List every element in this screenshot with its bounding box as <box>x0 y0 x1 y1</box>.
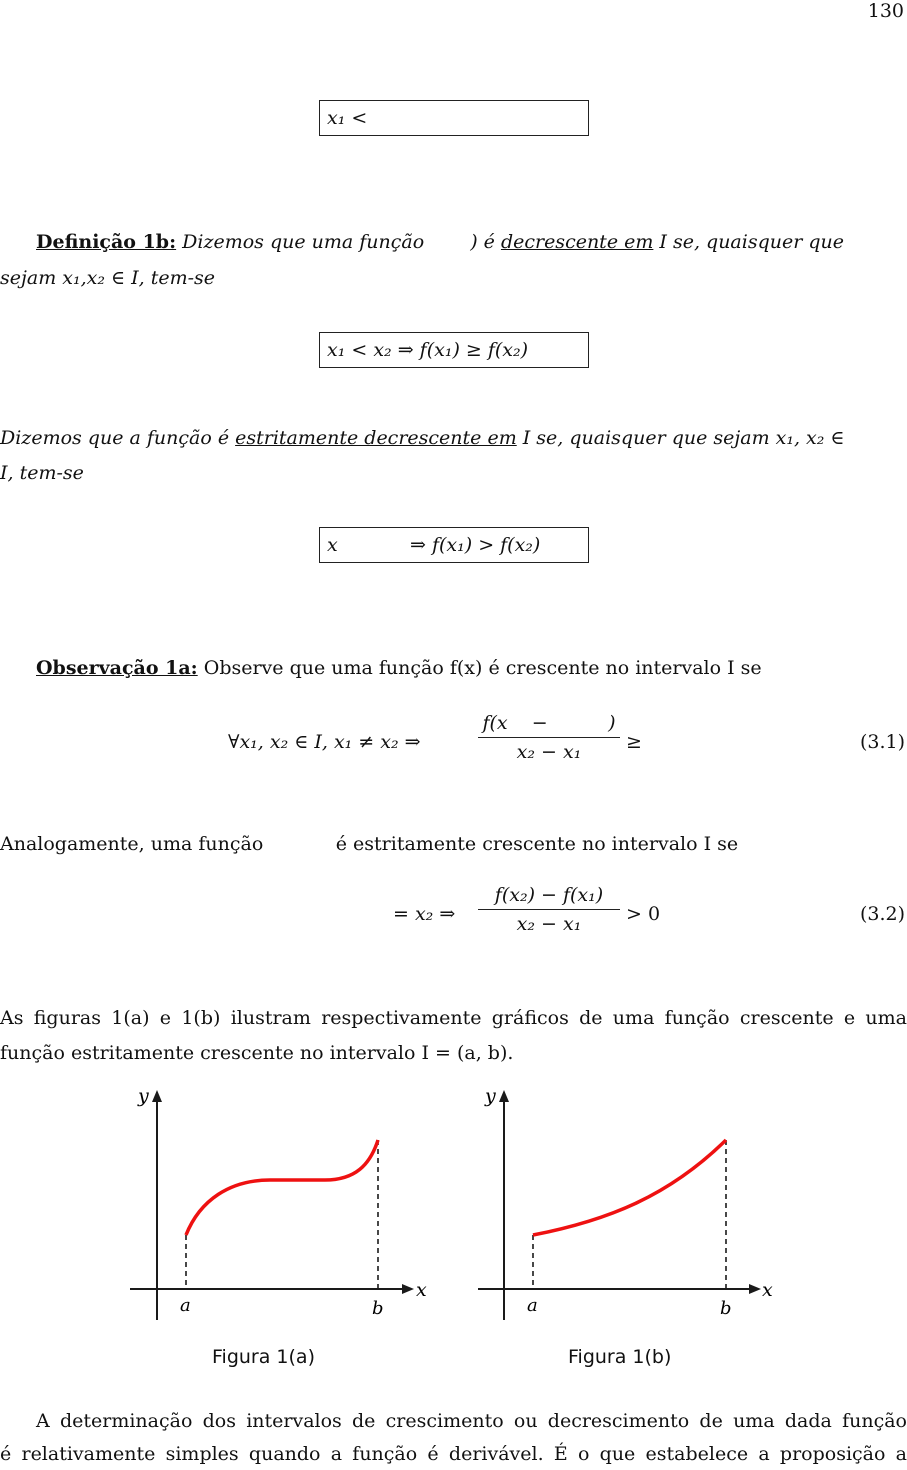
figure-1a-caption: Figura 1(a) <box>212 1346 315 1368</box>
figure-1b-y-arrow <box>499 1090 509 1102</box>
eq31-numerator: f(x − ) <box>482 712 616 734</box>
eq32-fraction <box>478 884 620 935</box>
observation-text: Observe que uma função f(x) é crescente no intervalo I se <box>197 657 762 679</box>
definition-text-b: ) <box>470 231 478 253</box>
eq32-lhs: = x₂ ⇒ <box>393 903 456 925</box>
formula-box-1-text: x₁ < <box>327 107 368 129</box>
formula-box-3 <box>319 527 589 563</box>
figure-1b <box>470 1080 790 1340</box>
page-number: 130 <box>867 0 904 22</box>
figure-1a-curve <box>186 1140 378 1235</box>
definition-heading: Definição 1b: <box>36 231 177 253</box>
figure-1b-b-label: b <box>720 1298 732 1319</box>
eq31-fraction <box>478 712 620 763</box>
definition-line-2: sejam x₁,x₂ ∈ I, tem-se <box>0 267 216 289</box>
figures-text-2: função estritamente crescente no intervalo I = (a, b). <box>0 1042 514 1064</box>
eq32-relation: > 0 <box>626 903 661 925</box>
figure-1b-a-label: a <box>527 1295 538 1316</box>
eq31-number: (3.1) <box>859 731 905 753</box>
figure-1b-x-label: x <box>762 1279 773 1301</box>
strict-definition <box>0 422 907 454</box>
observation-heading: Observação 1a: <box>36 657 198 679</box>
formula-box-2 <box>319 332 589 368</box>
analog-paragraph: Analogamente, uma função é estritamente crescente no intervalo I se <box>0 833 739 855</box>
figure-1a-x-arrow <box>402 1284 414 1294</box>
eq31-lhs: ∀x₁, x₂ ∈ I, x₁ ≠ x₂ ⇒ <box>228 731 421 753</box>
formula-box-3-left: x <box>327 534 338 556</box>
figure-1a-y-arrow <box>152 1090 162 1102</box>
figure-1a-a-label: a <box>180 1295 191 1316</box>
observation-1a <box>0 652 907 684</box>
eq32-numerator: f(x₂) − f(x₁) <box>494 884 604 906</box>
figure-1b-caption: Figura 1(b) <box>568 1346 672 1368</box>
definition-1b <box>0 226 907 258</box>
strict-underlined: estritamente decrescente em <box>235 427 517 449</box>
figure-1a <box>120 1080 440 1340</box>
figure-1a-y-label: y <box>138 1085 149 1107</box>
figures-text-1: As figuras 1(a) e 1(b) ilustram respectivamente gráficos de uma função crescente e uma <box>0 1007 907 1029</box>
strict-line-2: I, tem-se <box>0 462 84 484</box>
figure-1a-x-label: x <box>416 1279 427 1301</box>
formula-box-1 <box>319 100 589 136</box>
figure-1a-b-label: b <box>372 1298 384 1319</box>
formula-box-2-text: x₁ < x₂ ⇒ f(x₁) ≥ f(x₂) <box>327 339 529 361</box>
figure-1b-x-arrow <box>749 1284 761 1294</box>
final-text-2: é relativamente simples quando a função é derivável. É o que estabelece a proposição a <box>0 1443 907 1465</box>
figure-1b-y-label: y <box>485 1085 496 1107</box>
eq32-number: (3.2) <box>859 903 905 925</box>
definition-text-d: I se, quaisquer que <box>653 231 844 253</box>
eq31-relation: ≥ <box>626 731 642 753</box>
figure-1b-curve <box>533 1140 726 1235</box>
eq31-denominator: x₂ − x₁ <box>516 741 582 763</box>
formula-box-3-right: ⇒ f(x₁) > f(x₂) <box>410 534 541 556</box>
eq32-denominator: x₂ − x₁ <box>516 913 582 935</box>
final-text-1: A determinação dos intervalos de crescimento ou decrescimento de uma dada função <box>36 1410 907 1432</box>
definition-text-c: é <box>477 231 501 253</box>
definition-underlined: decrescente em <box>500 231 654 253</box>
definition-text-a: Dizemos que uma função <box>176 231 425 253</box>
strict-text-a: Dizemos que a função é <box>0 427 236 449</box>
strict-text-b: I se, quaisquer que sejam x₁, x₂ ∈ <box>516 427 845 449</box>
